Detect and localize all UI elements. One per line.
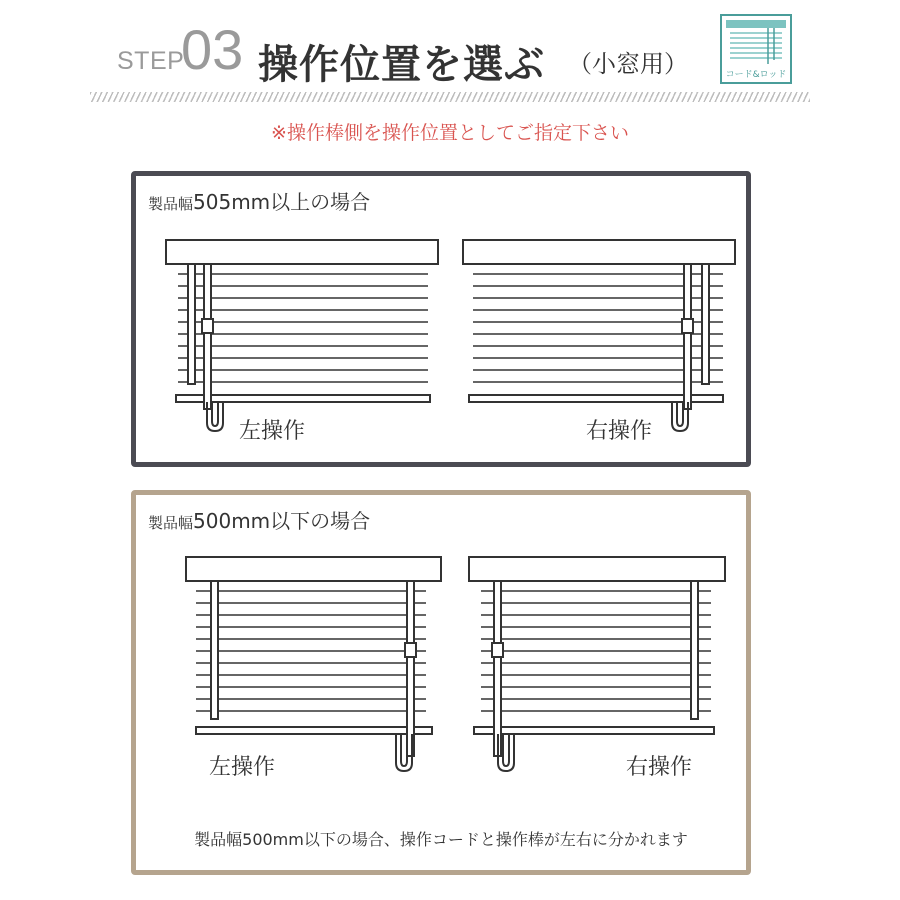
- cord-loop-inner: [401, 734, 407, 766]
- wand-joint: [405, 643, 416, 657]
- step-number: 03: [181, 18, 244, 81]
- heading-prefix: 製品幅: [148, 514, 194, 532]
- bottom-rail: [176, 395, 430, 402]
- left-operation-label: 左操作: [239, 419, 306, 444]
- cord-line: [691, 581, 698, 719]
- cord-line: [211, 581, 218, 719]
- instruction-note: ※操作棒側を操作位置としてご指定下さい: [271, 122, 629, 144]
- slats: [196, 591, 426, 711]
- wand-joint: [682, 319, 693, 333]
- slats: [481, 591, 711, 711]
- cord-loop-inner: [212, 402, 218, 426]
- hatched-divider: [90, 92, 810, 102]
- heading-prefix: 製品幅: [148, 195, 194, 213]
- bottom-rail: [474, 727, 714, 734]
- badge-label: コード&ロッド: [725, 70, 787, 80]
- step-word: STEP: [117, 47, 185, 75]
- head-rail: [469, 557, 725, 581]
- blind-right-operation: [469, 557, 725, 771]
- right-operation-label: 右操作: [586, 419, 653, 444]
- panel-narrow: [131, 490, 751, 875]
- blind-thumbnail-icon: [722, 16, 790, 68]
- left-operation-label: 左操作: [209, 755, 276, 780]
- cord-loop-inner: [677, 402, 683, 426]
- header: [0, 0, 900, 100]
- wand-joint: [492, 643, 503, 657]
- heading-main: 500mm以下の場合: [193, 509, 371, 533]
- blind-right-operation: [463, 240, 735, 431]
- head-rail: [463, 240, 735, 264]
- cord-line: [702, 264, 709, 384]
- wand-rod: [204, 264, 211, 409]
- bottom-rail: [196, 727, 432, 734]
- heading-main: 505mm以上の場合: [193, 190, 371, 214]
- cord-line: [188, 264, 195, 384]
- right-operation-label: 右操作: [626, 755, 693, 780]
- panel-footnote: 製品幅500mm以下の場合、操作コードと操作棒が左右に分かれます: [194, 830, 688, 849]
- page-subtitle: （小窓用）: [568, 50, 688, 78]
- blind-left-operation: [166, 240, 438, 431]
- cord-loop-inner: [503, 734, 509, 766]
- slats: [178, 274, 428, 382]
- page-title: 操作位置を選ぶ: [258, 42, 545, 88]
- blind-left-operation: [186, 557, 441, 771]
- blinds-diagram-wide: [136, 176, 756, 476]
- panel-wide: [131, 171, 751, 467]
- wand-rod: [407, 581, 414, 756]
- head-rail: [166, 240, 438, 264]
- wand-rod: [494, 581, 501, 756]
- cord-rod-badge: [720, 14, 792, 84]
- wand-joint: [202, 319, 213, 333]
- head-rail: [186, 557, 441, 581]
- wand-rod: [684, 264, 691, 409]
